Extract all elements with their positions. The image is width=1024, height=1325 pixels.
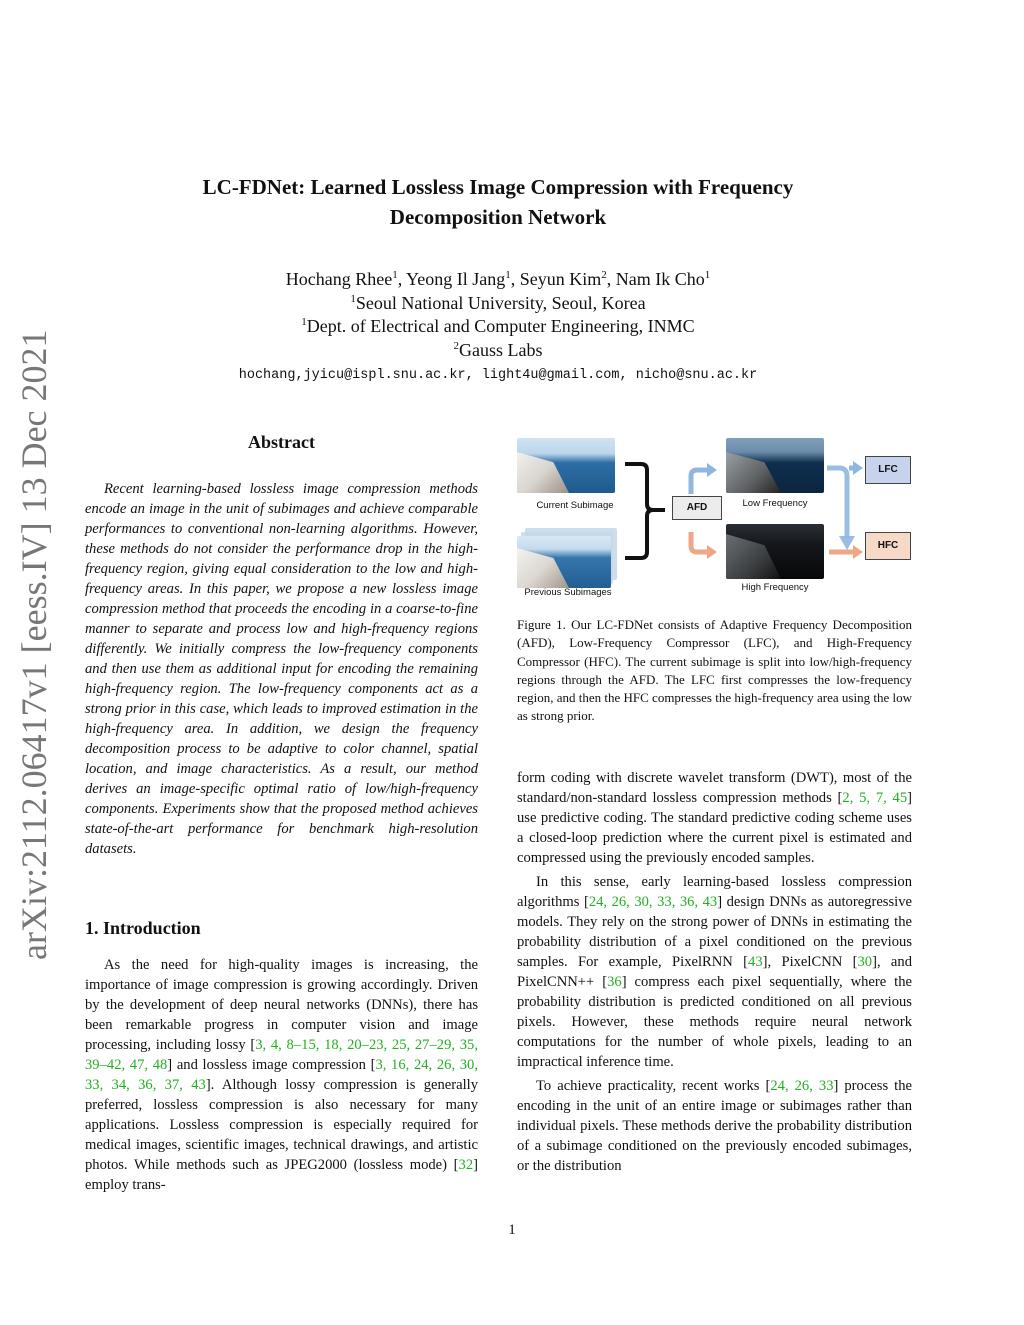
separator: , xyxy=(510,269,520,289)
label-low-frequency: Low Frequency xyxy=(742,498,808,509)
citation-link[interactable]: 32 xyxy=(458,1157,474,1173)
text-run: ] and lossless image compression [ xyxy=(167,1057,376,1073)
abstract-heading: Abstract xyxy=(248,432,315,452)
lfc-box: LFC xyxy=(865,456,911,484)
text-run: To achieve practicality, recent works [ xyxy=(536,1078,771,1094)
text-run: ]. Although lossy compression is generally preferred, lossless compression is also necessary for many applications. Lossless compression is especially required for medical images, scientific images, technical drawings, and artistic photos. While methods such as JPEG2000 (lossless mode) [ xyxy=(85,1077,478,1173)
citation-link[interactable]: 24, 26, 30, 33, 36, 43 xyxy=(588,894,718,910)
title-line-1: LC-FDNet: Learned Lossless Image Compression with Frequency xyxy=(202,175,794,199)
abstract-body xyxy=(85,479,478,859)
affil-mark: 1 xyxy=(704,269,711,281)
paper-title xyxy=(100,172,896,232)
citation-link[interactable]: 3, 4, 8–15, 18, 20–23, 25, 27–29, 35, 39–42, 47, 48 xyxy=(85,1037,478,1073)
label-current-subimage: Current Subimage xyxy=(536,500,614,511)
right-column xyxy=(517,768,912,1176)
figure-1 xyxy=(515,432,915,602)
citation-link[interactable]: 2, 5, 7, 45 xyxy=(842,790,908,806)
author-list xyxy=(100,268,896,292)
citation-link[interactable]: 30 xyxy=(857,954,873,970)
affil-mark: 2 xyxy=(453,339,459,352)
affiliation-3 xyxy=(100,339,896,363)
text-run: ] compress each pixel sequentially, where the probability distribution is predicted conditioned on all previous pixels. However, these methods require neural network computations for the number of whole pixels, leading to an impractical inference time. xyxy=(517,974,912,1070)
separator: , xyxy=(397,269,407,289)
abstract-text: Recent learning-based lossless image compression methods encode an image in the unit of subimages and achieve comparable performances to conventional non-learning algorithms. However, these methods do not consider the performance drop in the high-frequency region, giving equal consideration to the low and high-frequency areas. In this paper, we propose a new lossless image compression method that proceeds the encoding in a coarse-to-fine manner to separate and process low and high-frequency regions differently. We initially compress the low-frequency components and then use them as additional input for encoding the remaining high-frequency region. The low-frequency components act as a strong prior in this case, which leads to improved estimation in the high-frequency area. In addition, we design the frequency decomposition process to be adaptive to color channel, spatial location, and image characteristics. As a result, our method derives an image-specific optimal ratio of low/high-frequency components. Experiments show that the proposed method achieves state-of-the-art performance for benchmark high-resolution datasets. xyxy=(85,481,478,857)
citation-link[interactable]: 24, 26, 33 xyxy=(770,1078,834,1094)
label-high-frequency: High Frequency xyxy=(741,582,809,593)
intro-paragraph-3 xyxy=(517,1076,912,1176)
hfc-box: HFC xyxy=(865,532,911,560)
text-run: ] employ trans- xyxy=(85,1157,478,1193)
author-name: Seyun Kim xyxy=(519,269,602,289)
low-frequency-image xyxy=(726,438,824,493)
separator: , xyxy=(606,269,616,289)
affil-mark: 1 xyxy=(350,292,356,305)
author-name: Hochang Rhee xyxy=(285,269,393,289)
figure-1-caption: Figure 1. Our LC-FDNet consists of Adaptive Frequency Decomposition (AFD), Low-Frequency Compressor (LFC), and High-Frequency Compressor (HFC). The current subimage is split into low/high-frequency regions through the AFD. The LFC first compresses the low-frequency region, and then the HFC compresses the high-frequency area using the low as strong prior. xyxy=(517,617,912,724)
text-run: form coding with discrete wavelet transform (DWT), most of the standard/non-standard lossless compression methods [ xyxy=(517,770,912,806)
intro-paragraph-1 xyxy=(85,955,478,1195)
high-frequency-image xyxy=(726,524,824,579)
citation-link[interactable]: 36 xyxy=(607,974,622,990)
label-previous-subimages: Previous Subimages xyxy=(524,587,612,598)
affiliation-2 xyxy=(100,315,896,339)
affil-mark: 1 xyxy=(392,269,398,281)
affiliation-1 xyxy=(100,292,896,316)
intro-paragraph-2 xyxy=(517,872,912,1072)
section-heading-introduction: 1. Introduction xyxy=(85,918,201,938)
text-run: In this sense, early learning-based lossless compression algorithms [ xyxy=(517,874,912,910)
afd-split-arrows xyxy=(683,462,723,562)
text-run: ], and PixelCNN++ [ xyxy=(517,954,912,990)
affil-text: Seoul National University, Seoul, Korea xyxy=(355,292,646,313)
author-name: Nam Ik Cho xyxy=(615,269,705,289)
text-run: ] process the encoding in the unit of an entire image or subimages rather than individual pixels. These methods derive the probability distribution of a subimage conditioned on the previously encoded subimages, or the distribution xyxy=(517,1078,912,1174)
affil-text: Dept. of Electrical and Computer Engineering, INMC xyxy=(306,316,695,336)
affil-mark: 1 xyxy=(505,269,511,281)
affil-text: Gauss Labs xyxy=(459,339,543,360)
text-run: ] design DNNs as autoregressive models. They rely on the strong power of DNNs in estimating the probability distribution of a pixel conditioned on the previous samples. For example, PixelRNN [ xyxy=(517,894,912,970)
arxiv-stamp: arXiv:2112.06417v1 [eess.IV] 13 Dec 2021 xyxy=(14,329,54,960)
author-block xyxy=(100,268,896,362)
citation-link[interactable]: 3, 16, 24, 26, 30, 33, 34, 36, 37, 43 xyxy=(85,1057,479,1093)
affil-mark: 1 xyxy=(301,316,307,328)
merge-bracket xyxy=(621,458,671,568)
intro-paragraph-1-cont xyxy=(517,768,912,868)
citation-link[interactable]: 43 xyxy=(748,954,763,970)
afd-box: AFD xyxy=(672,496,722,520)
text-run: ] use predictive coding. The standard predictive coding scheme uses a closed-loop prediction where the current pixel is estimated and compressed using the previously encoded samples. xyxy=(517,790,912,866)
author-name: Yeong Il Jang xyxy=(406,269,506,289)
compressor-arrows xyxy=(825,454,867,584)
previous-subimage-front xyxy=(517,536,611,588)
page-number: 1 xyxy=(508,1222,516,1238)
affil-mark: 2 xyxy=(601,269,607,281)
text-run: ], PixelCNN [ xyxy=(762,954,858,970)
current-subimage-photo xyxy=(517,438,615,493)
title-line-2: Decomposition Network xyxy=(389,205,607,229)
author-emails: hochang,jyicu@ispl.snu.ac.kr, light4u@gmail.com, nicho@snu.ac.kr xyxy=(238,368,758,383)
text-run: As the need for high-quality images is increasing, the importance of image compression is growing accordingly. Driven by the development of deep neural networks (DNNs), there has been remarkable progress in computer vision and image processing, including lossy [ xyxy=(85,957,478,1053)
